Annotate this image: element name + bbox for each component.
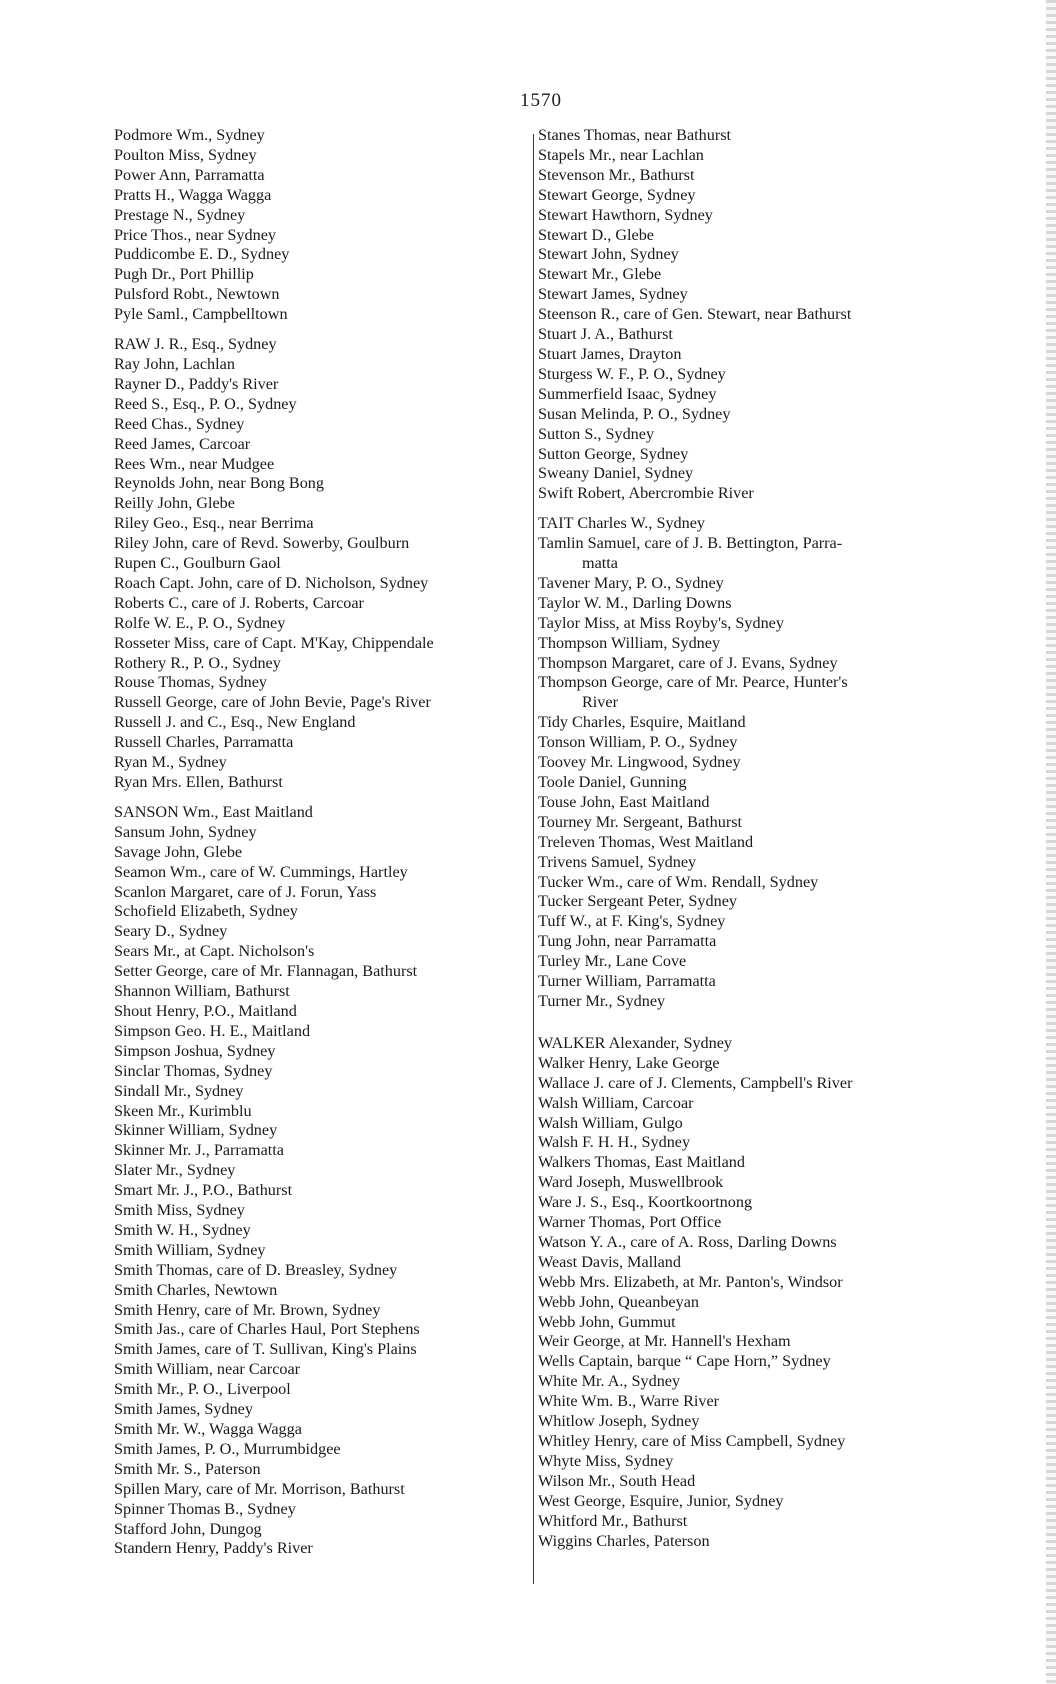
letter-entry: Seary D., Sydney xyxy=(114,922,228,941)
letter-entry: Spillen Mary, care of Mr. Morrison, Bathurst xyxy=(114,1479,405,1498)
letter-entry: Reilly John, Glebe xyxy=(114,494,235,513)
letter-entry: Weast Davis, Malland xyxy=(538,1252,681,1271)
letter-entry: Setter George, care of Mr. Flannagan, Bathurst xyxy=(114,962,418,981)
letter-entry: Turner William, Parramatta xyxy=(538,972,716,991)
letter-entry: Walker Henry, Lake George xyxy=(538,1053,720,1072)
letter-entry: White Wm. B., Warre River xyxy=(538,1392,720,1411)
letter-entry: Sutton S., Sydney xyxy=(538,424,655,443)
letter-entry: Susan Melinda, P. O., Sydney xyxy=(538,404,731,423)
letter-entry-continuation: matta xyxy=(582,554,618,573)
letter-entry: Ray John, Lachlan xyxy=(114,354,235,373)
letter-entry: Wiggins Charles, Paterson xyxy=(538,1531,710,1550)
letter-entry: Walkers Thomas, East Maitland xyxy=(538,1153,745,1172)
letter-entry: Tavener Mary, P. O., Sydney xyxy=(538,573,724,592)
letter-entry: Webb John, Queanbeyan xyxy=(538,1292,699,1311)
letter-entry: White Mr. A., Sydney xyxy=(538,1372,681,1391)
letter-entry: Skeen Mr., Kurimblu xyxy=(114,1101,252,1120)
letter-entry: Treleven Thomas, West Maitland xyxy=(538,832,754,851)
letter-entry: Seamon Wm., care of W. Cummings, Hartley xyxy=(114,862,408,881)
letter-entry: Ryan M., Sydney xyxy=(114,753,227,772)
letter-entry: Stafford John, Dungog xyxy=(114,1519,262,1538)
letter-entry: Smith Mr. S., Paterson xyxy=(114,1459,261,1478)
letter-entry: Toovey Mr. Lingwood, Sydney xyxy=(538,753,741,772)
letter-entry: West George, Esquire, Junior, Sydney xyxy=(538,1491,784,1510)
section-gap xyxy=(114,325,534,335)
letter-entry: Roberts C., care of J. Roberts, Carcoar xyxy=(114,593,364,612)
letter-entry: Walsh William, Carcoar xyxy=(538,1093,694,1112)
letter-entry: Stewart Mr., Glebe xyxy=(538,265,662,284)
letter-entry: Sindall Mr., Sydney xyxy=(114,1081,244,1100)
letter-entry: Toole Daniel, Gunning xyxy=(538,773,687,791)
letter-entry: Tung John, near Parramatta xyxy=(538,932,717,951)
letter-entry: Ward Joseph, Muswellbrook xyxy=(538,1173,724,1192)
letter-entry: WALKER Alexander, Sydney xyxy=(538,1033,733,1052)
letter-entry: Sweany Daniel, Sydney xyxy=(538,464,694,483)
letter-entry: Taylor W. M., Darling Downs xyxy=(538,593,732,612)
letter-entry: Smith James, P. O., Murrumbidgee xyxy=(114,1439,341,1458)
letter-entry: Smart Mr. J., P.O., Bathurst xyxy=(114,1181,293,1200)
letter-entry: Schofield Elizabeth, Sydney xyxy=(114,902,298,921)
section-gap xyxy=(538,1012,968,1034)
letter-entry: Ware J. S., Esq., Koortkoortnong xyxy=(538,1193,753,1212)
letter-entry: Thompson Margaret, care of J. Evans, Sydney xyxy=(538,653,838,672)
letter-entry: Tidy Charles, Esquire, Maitland xyxy=(538,713,746,732)
letter-entry: Puddicombe E. D., Sydney xyxy=(114,245,290,264)
letter-entry: Watson Y. A., care of A. Ross, Darling Downs xyxy=(538,1232,837,1251)
letter-entry: Sears Mr., at Capt. Nicholson's xyxy=(114,942,315,961)
letter-entry: Turley Mr., Lane Cove xyxy=(538,952,687,971)
letter-entry: Thompson William, Sydney xyxy=(538,633,721,652)
letter-entry: Whitlow Joseph, Sydney xyxy=(538,1412,700,1431)
letter-entry: Smith Jas., care of Charles Haul, Port Stephens xyxy=(114,1320,420,1339)
letter-entry: Webb Mrs. Elizabeth, at Mr. Panton's, Windsor xyxy=(538,1272,843,1291)
letter-entry: Weir George, at Mr. Hannell's Hexham xyxy=(538,1332,791,1351)
letter-entry: Warner Thomas, Port Office xyxy=(538,1213,722,1232)
letter-entry: Tonson William, P. O., Sydney xyxy=(538,733,738,752)
letter-entry: Slater Mr., Sydney xyxy=(114,1161,236,1180)
letter-entry: Tuff W., at F. King's, Sydney xyxy=(538,912,726,931)
letter-entry: Podmore Wm., Sydney xyxy=(114,126,265,144)
letter-entry: SANSON Wm., East Maitland xyxy=(114,802,313,821)
letter-entry: Riley John, care of Revd. Sowerby, Goulburn xyxy=(114,534,410,553)
letter-entry: Smith Thomas, care of D. Breasley, Sydney xyxy=(114,1260,398,1279)
letter-entry: Roach Capt. John, care of D. Nicholson, Sydney xyxy=(114,573,429,592)
letter-entry: Smith Mr., P. O., Liverpool xyxy=(114,1380,291,1399)
letter-entry: Stuart J. A., Bathurst xyxy=(538,325,673,344)
letter-entry: Stewart John, Sydney xyxy=(538,245,679,264)
section-gap xyxy=(114,793,534,803)
letter-entry: Whitley Henry, care of Miss Campbell, Sydney xyxy=(538,1432,846,1450)
letter-entry: RAW J. R., Esq., Sydney xyxy=(114,335,277,354)
letter-entry: Reynolds John, near Bong Bong xyxy=(114,474,324,493)
letter-entry: Reed Chas., Sydney xyxy=(114,414,245,433)
letter-entry: Tucker Sergeant Peter, Sydney xyxy=(538,892,737,911)
letter-entry: Taylor Miss, at Miss Royby's, Sydney xyxy=(538,613,784,632)
letter-entry: Swift Robert, Abercrombie River xyxy=(538,484,754,503)
letter-entry: Webb John, Gummut xyxy=(538,1312,676,1331)
letter-entry: Poulton Miss, Sydney xyxy=(114,145,257,164)
letter-entry: Turner Mr., Sydney xyxy=(538,991,666,1010)
letter-entry: Rouse Thomas, Sydney xyxy=(114,673,268,692)
letter-entry: Russell J. and C., Esq., New England xyxy=(114,713,356,732)
letter-entry: Wallace J. care of J. Clements, Campbell's River xyxy=(538,1073,853,1092)
letter-entry: Rothery R., P. O., Sydney xyxy=(114,653,281,672)
letter-entry: Wilson Mr., South Head xyxy=(538,1471,696,1490)
right-column xyxy=(538,126,968,1551)
letter-entry: Trivens Samuel, Sydney xyxy=(538,852,697,871)
letter-entry: Smith Henry, care of Mr. Brown, Sydney xyxy=(114,1300,381,1319)
letter-entry: Walsh William, Gulgo xyxy=(538,1113,683,1132)
letter-entry: Reed S., Esq., P. O., Sydney xyxy=(114,394,297,413)
letter-entry: Russell George, care of John Bevie, Page's River xyxy=(114,693,431,712)
letter-entry: Prestage N., Sydney xyxy=(114,205,246,224)
letter-entry: Skinner Mr. J., Parramatta xyxy=(114,1141,284,1160)
letter-entry: Pulsford Robt., Newtown xyxy=(114,285,280,304)
letter-entry: Price Thos., near Sydney xyxy=(114,225,276,244)
letter-entry: Spinner Thomas B., Sydney xyxy=(114,1499,296,1518)
letter-entry: Savage John, Glebe xyxy=(114,842,243,861)
letter-entry: Stapels Mr., near Lachlan xyxy=(538,145,704,164)
letter-entry: Rees Wm., near Mudgee xyxy=(114,454,275,473)
letter-entry: Steenson R., care of Gen. Stewart, near Bathurst xyxy=(538,305,852,324)
letter-entry: Stuart James, Drayton xyxy=(538,344,682,363)
letter-entry: Stewart James, Sydney xyxy=(538,285,688,304)
letter-entry: Thompson George, care of Mr. Pearce, Hunter's xyxy=(538,673,848,692)
letter-entry: Stewart D., Glebe xyxy=(538,225,654,244)
letter-entry: TAIT Charles W., Sydney xyxy=(538,514,706,533)
letter-entry: Smith James, Sydney xyxy=(114,1400,253,1419)
letter-entry: Pyle Saml., Campbelltown xyxy=(114,305,288,324)
letter-entry: Sturgess W. F., P. O., Sydney xyxy=(538,364,726,383)
letter-entry: Smith Charles, Newtown xyxy=(114,1280,278,1299)
letter-entry: Summerfield Isaac, Sydney xyxy=(538,384,717,403)
letter-entry: Wells Captain, barque “ Cape Horn,” Sydney xyxy=(538,1352,831,1371)
letter-entry: Simpson Geo. H. E., Maitland xyxy=(114,1021,311,1040)
page-number: 1570 xyxy=(520,90,562,111)
letter-entry: Rayner D., Paddy's River xyxy=(114,374,279,393)
letter-entry: Smith Miss, Sydney xyxy=(114,1201,245,1220)
letter-entry: Pugh Dr., Port Phillip xyxy=(114,265,254,284)
letter-entry: Standern Henry, Paddy's River xyxy=(114,1539,313,1558)
letter-entry: Sutton George, Sydney xyxy=(538,444,689,463)
letter-entry: Tucker Wm., care of Wm. Rendall, Sydney xyxy=(538,872,819,891)
column-divider xyxy=(533,134,534,1584)
letter-entry: Rosseter Miss, care of Capt. M'Kay, Chippendale xyxy=(114,633,434,652)
letter-entry: Shout Henry, P.O., Maitland xyxy=(114,1001,297,1020)
letter-entry: Walsh F. H. H., Sydney xyxy=(538,1133,691,1152)
letter-entry: Ryan Mrs. Ellen, Bathurst xyxy=(114,773,283,791)
letter-entry: Stewart George, Sydney xyxy=(538,185,696,204)
letter-entry: Sinclar Thomas, Sydney xyxy=(114,1061,273,1080)
letter-entry: Whitford Mr., Bathurst xyxy=(538,1511,688,1530)
letter-entry: Whyte Miss, Sydney xyxy=(538,1451,674,1470)
letter-entry: Simpson Joshua, Sydney xyxy=(114,1041,276,1060)
letter-entry: Rolfe W. E., P. O., Sydney xyxy=(114,613,286,632)
letter-entry: Stewart Hawthorn, Sydney xyxy=(538,205,713,224)
letter-entry: Smith William, near Carcoar xyxy=(114,1360,301,1379)
letter-entry: Reed James, Carcoar xyxy=(114,434,251,453)
letter-entry: Tamlin Samuel, care of J. B. Bettington, Parra- xyxy=(538,534,843,553)
letter-entry: Stevenson Mr., Bathurst xyxy=(538,165,695,184)
letter-entry: Smith James, care of T. Sullivan, King's Plains xyxy=(114,1340,417,1359)
letter-entry: Pratts H., Wagga Wagga xyxy=(114,185,272,204)
section-gap xyxy=(538,504,968,514)
letter-entry: Power Ann, Parramatta xyxy=(114,165,265,184)
page-edge xyxy=(1046,0,1056,1684)
letter-entry: Rupen C., Goulburn Gaol xyxy=(114,554,281,573)
letter-entry: Scanlon Margaret, care of J. Forun, Yass xyxy=(114,882,377,901)
letter-entry-continuation: River xyxy=(582,693,618,712)
letter-entry: Shannon William, Bathurst xyxy=(114,982,290,1001)
letter-entry: Tourney Mr. Sergeant, Bathurst xyxy=(538,812,743,831)
letter-entry: Sansum John, Sydney xyxy=(114,822,257,841)
letter-entry: Smith W. H., Sydney xyxy=(114,1220,251,1239)
letter-entry: Skinner William, Sydney xyxy=(114,1121,278,1140)
letter-entry: Russell Charles, Parramatta xyxy=(114,733,294,752)
letter-entry: Touse John, East Maitland xyxy=(538,792,710,811)
letter-entry: Riley Geo., Esq., near Berrima xyxy=(114,514,314,533)
left-column xyxy=(114,126,534,1559)
letter-entry: Smith Mr. W., Wagga Wagga xyxy=(114,1420,302,1438)
letter-entry: Stanes Thomas, near Bathurst xyxy=(538,126,732,144)
letter-entry: Smith William, Sydney xyxy=(114,1240,266,1259)
